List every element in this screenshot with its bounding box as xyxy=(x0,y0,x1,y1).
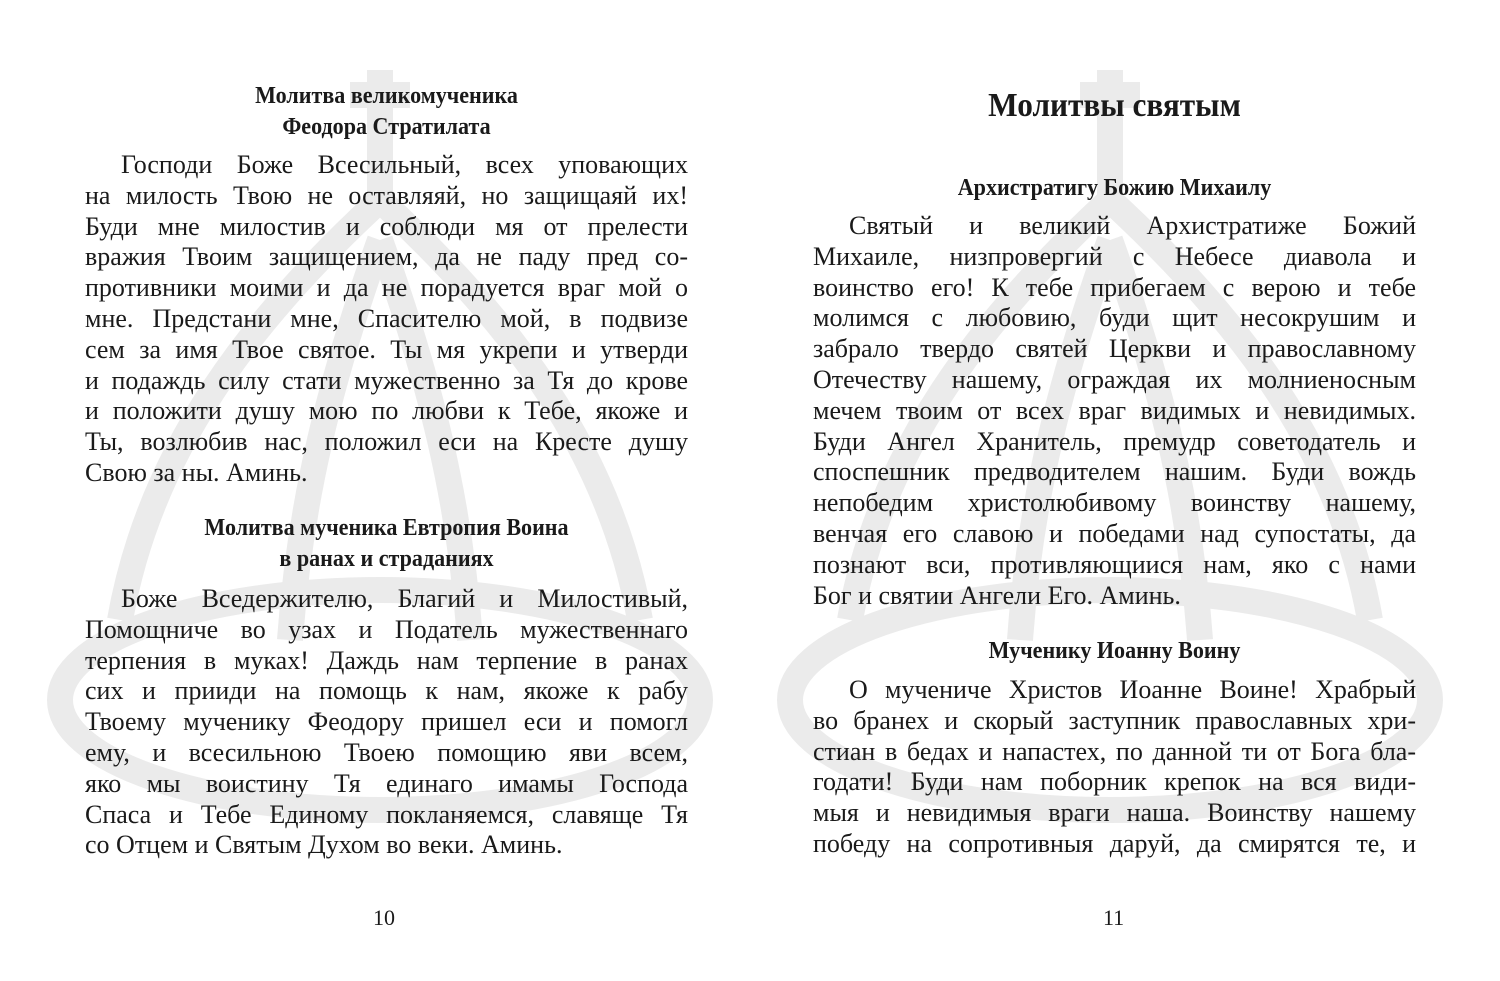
text-line: победу на сопротивныя даруй, да смирятся те, и xyxy=(813,828,1416,858)
text-line: и подаждь силу стати мужественно за Тя до крове xyxy=(85,365,688,395)
section-title xyxy=(109,81,664,143)
text-line: О мучениче Христов Иоанне Воине! Храбрый xyxy=(849,675,1416,704)
text-line: Ты, возлюбив нас, положил еси на Кресте душу xyxy=(85,427,688,457)
text-line: Буди Ангел Хранитель, премудр советодатель и xyxy=(813,426,1416,456)
text-line: Отечеству нашему, ограждая их молниеносным xyxy=(813,364,1416,394)
title-line: Архистратигу Божию Михаилу xyxy=(957,175,1272,201)
text-line: и положити душу мою по любви к Тебе, якоже и xyxy=(85,396,688,426)
section-title xyxy=(837,636,1392,667)
section-title xyxy=(109,513,664,575)
text-line: Свою за ны. Аминь. xyxy=(85,457,308,487)
section-title xyxy=(837,173,1392,204)
prayer-text xyxy=(813,675,1416,860)
text-line: Святый и великий Архистратиже Божий xyxy=(849,211,1416,240)
prayer-text xyxy=(85,150,688,489)
text-line: ему, и всесильною Твоею помощию яви всем, xyxy=(85,737,688,767)
text-line: сем за имя Твое святое. Ты мя укрепи и утверди xyxy=(85,334,688,364)
text-line: мечем твоим от всех враг видимых и невидимых. xyxy=(813,395,1416,425)
text-line: Боже Вседержителю, Благий и Милостивый, xyxy=(121,584,688,613)
text-line: мне. Предстани мне, Спасителю мой, в подвизе xyxy=(85,303,688,333)
text-line: споспешник предводителем нашим. Буди вождь xyxy=(813,457,1416,487)
text-line: Помощниче во узах и Податель мужественнаго xyxy=(85,614,688,644)
title-line: Мученику Иоанну Воину xyxy=(988,638,1241,664)
text-line: Бог и святии Ангели Его. Аминь. xyxy=(813,580,1181,610)
text-line: познают вси, противляющиися нам, яко с нами xyxy=(813,549,1416,579)
text-line: стиан в бедах и напастех, по данной ти от Бога бла- xyxy=(813,736,1416,766)
text-line: забрало твердо святей Церкви и православному xyxy=(813,334,1416,364)
prayer-text xyxy=(813,211,1416,611)
text-line: Михаиле, низпровергий с Небесе диавола и xyxy=(813,241,1416,271)
title-line: Молитва великомученика xyxy=(255,83,518,109)
text-line: Буди мне милостив и соблюди мя от прелести xyxy=(85,211,688,241)
text-line: Твоему мученику Феодору пришел еси и помогл xyxy=(85,707,688,737)
text-line: Господи Боже Всесильный, всех уповающих xyxy=(121,150,688,179)
text-line: со Отцем и Святым Духом во веки. Аминь. xyxy=(85,830,563,860)
text-line: яко мы воистину Тя единаго имамы Господа xyxy=(85,768,688,798)
text-line: воинство его! К тебе прибегаем с верою и тебе xyxy=(813,272,1416,302)
title-line: в ранах и страданиях xyxy=(279,546,494,572)
text-line: Спаса и Тебе Единому покланяемся, славяще Тя xyxy=(85,799,688,829)
text-line: сих и прииди на помощь к нам, якоже к рабу xyxy=(85,676,688,706)
prayer-text xyxy=(85,584,688,861)
title-line: Молитва мученика Евтропия Воина xyxy=(204,515,569,541)
text-line: мыя и невидимыя враги наша. Воинству нашему xyxy=(813,798,1416,828)
text-line: во бранех и скорый заступник православных хри- xyxy=(813,705,1416,735)
page-heading: Молитвы святым xyxy=(988,87,1241,124)
text-line: на милость Твою не оставляяй, но защищаяй их! xyxy=(85,180,688,210)
text-line: венчая его славою и победами над супостаты, да xyxy=(813,518,1416,548)
title-line: Феодора Стратилата xyxy=(282,114,491,140)
text-line: непобедим христолюбивому воинству нашему, xyxy=(813,488,1416,518)
text-line: годати! Буди нам поборник крепок на вся види- xyxy=(813,767,1416,797)
page-number: 11 xyxy=(1103,905,1125,930)
text-line: противники моими и да не порадуется враг мой о xyxy=(85,273,688,303)
text-line: молимся с любовию, буди щит несокрушим и xyxy=(813,303,1416,333)
page-number: 10 xyxy=(373,905,395,930)
text-line: вражия Твоим защищением, да не паду пред со- xyxy=(85,242,688,272)
text-line: терпения в муках! Даждь нам терпение в ранах xyxy=(85,645,688,675)
